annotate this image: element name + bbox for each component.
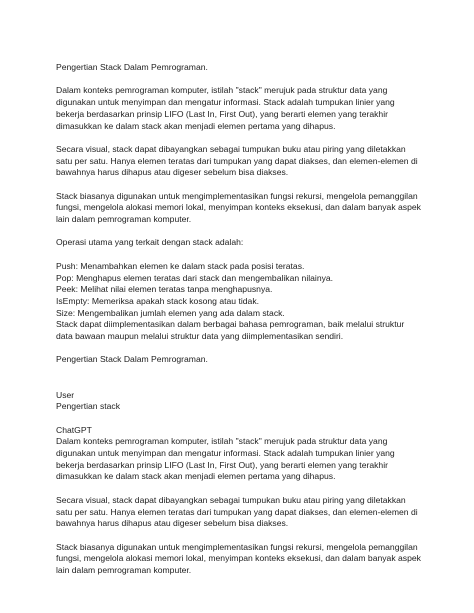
paragraph-line: satu per satu. Hanya elemen teratas dari tumpukan yang dapat diakses, dan elemen-elemen di — [56, 506, 418, 517]
paragraph-line: Stack biasanya digunakan untuk mengimplementasikan fungsi rekursi, mengelola pemanggilan — [56, 541, 418, 552]
user-message: Pengertian stack — [56, 401, 121, 412]
paragraph-line: fungsi, mengelola alokasi memori lokal, menyimpan konteks eksekusi, dan dalam banyak aspek — [56, 553, 421, 564]
operation-item: data bawaan maupun melalui struktur data yang diimplementasikan sendiri. — [56, 331, 344, 342]
operations-list — [56, 261, 436, 343]
document-body — [56, 62, 436, 577]
assistant-label: ChatGPT — [56, 424, 92, 435]
paragraph-usage-repeat — [56, 542, 436, 577]
operation-item: Pop: Menghapus elemen teratas dari stack dan mengembalikan nilainya. — [56, 272, 334, 283]
paragraph-line: Dalam konteks pemrograman komputer, istilah "stack" merujuk pada struktur data yang — [56, 436, 388, 447]
user-label: User — [56, 389, 75, 400]
operations-intro: Operasi utama yang terkait dengan stack adalah: — [56, 237, 244, 248]
operation-item: Size: Mengembalikan jumlah elemen yang ada dalam stack. — [56, 307, 285, 318]
paragraph-line: dimasukkan ke dalam stack akan menjadi elemen pertama yang dihapus. — [56, 471, 336, 482]
paragraph-line: fungsi, mengelola alokasi memori lokal, menyimpan konteks eksekusi, dan dalam banyak aspek — [56, 202, 421, 213]
paragraph-line: Secara visual, stack dapat dibayangkan sebagai tumpukan buku atau piring yang diletakkan — [56, 143, 406, 154]
paragraph-line: digunakan untuk menyimpan dan mengatur informasi. Stack adalah tumpukan linier yang — [56, 97, 395, 108]
paragraph-usage — [56, 191, 436, 226]
paragraph-line: lain dalam pemrograman komputer. — [56, 214, 192, 225]
paragraph-line: Dalam konteks pemrograman komputer, istilah "stack" merujuk pada struktur data yang — [56, 85, 388, 96]
operation-item: Stack dapat diimplementasikan dalam berbagai bahasa pemrograman, baik melalui struktur — [56, 319, 405, 330]
paragraph-visual — [56, 144, 436, 179]
paragraph-definition-repeat — [56, 436, 436, 483]
paragraph-visual-repeat — [56, 495, 436, 530]
paragraph-definition — [56, 85, 436, 132]
operation-item: Peek: Melihat nilai elemen teratas tanpa menghapusnya. — [56, 284, 273, 295]
paragraph-line: Secara visual, stack dapat dibayangkan sebagai tumpukan buku atau piring yang diletakkan — [56, 494, 406, 505]
operation-item: IsEmpty: Memeriksa apakah stack kosong atau tidak. — [56, 295, 260, 306]
paragraph-line: satu per satu. Hanya elemen teratas dari tumpukan yang dapat diakses, dan elemen-elemen di — [56, 155, 418, 166]
paragraph-line: bawahnya harus dihapus atau digeser sebelum bisa diakses. — [56, 518, 289, 529]
paragraph-line: digunakan untuk menyimpan dan mengatur informasi. Stack adalah tumpukan linier yang — [56, 448, 395, 459]
paragraph-line: lain dalam pemrograman komputer. — [56, 565, 192, 576]
paragraph-line: Stack biasanya digunakan untuk mengimplementasikan fungsi rekursi, mengelola pemanggilan — [56, 190, 418, 201]
paragraph-line: dimasukkan ke dalam stack akan menjadi elemen pertama yang dihapus. — [56, 120, 336, 131]
paragraph-line: bawahnya harus dihapus atau digeser sebelum bisa diakses. — [56, 167, 289, 178]
title-line-repeat: Pengertian Stack Dalam Pemrograman. — [56, 354, 208, 365]
operation-item: Push: Menambahkan elemen ke dalam stack pada posisi teratas. — [56, 260, 305, 271]
title-line: Pengertian Stack Dalam Pemrograman. — [56, 62, 208, 72]
paragraph-line: bekerja berdasarkan prinsip LIFO (Last In, First Out), yang berarti elemen yang terakhir — [56, 108, 388, 119]
paragraph-line: bekerja berdasarkan prinsip LIFO (Last In, First Out), yang berarti elemen yang terakhir — [56, 459, 388, 470]
